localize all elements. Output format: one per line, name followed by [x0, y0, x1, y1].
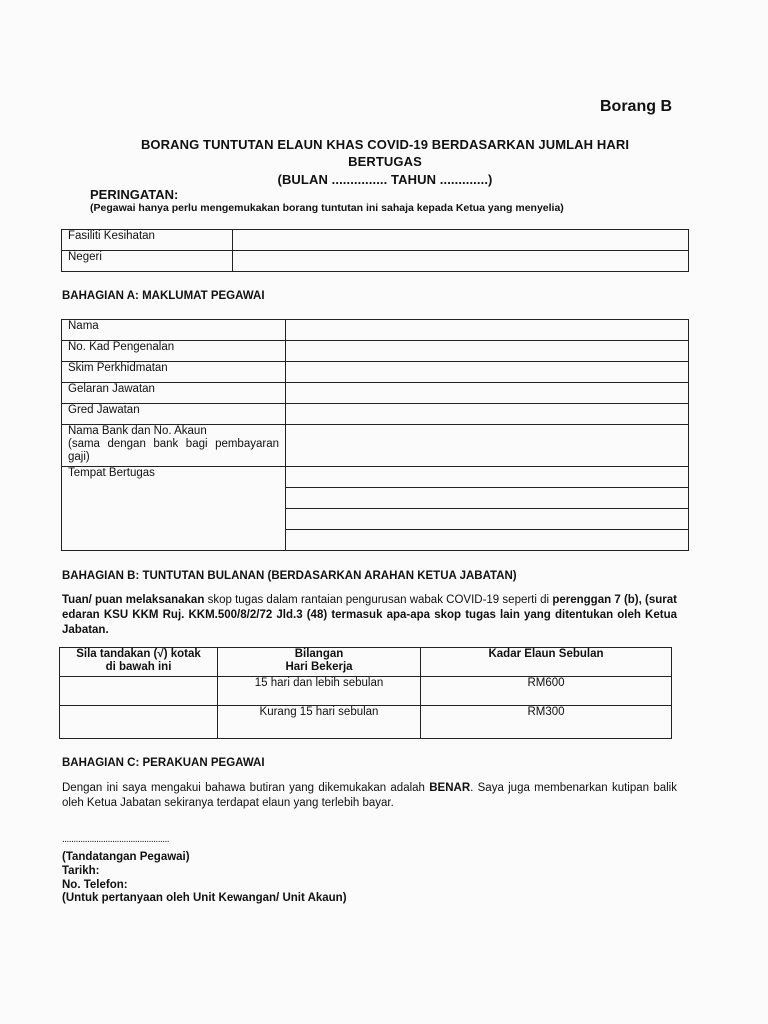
section-a-heading: BAHAGIAN A: MAKLUMAT PEGAWAI	[62, 290, 265, 302]
claim-rate-2: RM300	[421, 706, 672, 739]
section-c-para-part3: . Saya juga membenarkan kutipan balik oleh Ketua Jabatan sekiranya terdapat elaun yang terlebih bayar.	[62, 782, 677, 809]
form-title-line2: BERTUGAS	[348, 154, 422, 169]
section-b-para-part2: melaksanakan	[125, 594, 205, 606]
grade-label: Gred Jawatan	[62, 404, 286, 425]
section-c-para-part1: Dengan ini saya mengakui bahawa butiran yang dikemukakan adalah	[62, 782, 430, 794]
claim-checkbox-2[interactable]	[60, 706, 218, 739]
section-b-para-part3: skop tugas dalam rantaian pengurusan wabak COVID-19 seperti di	[204, 594, 553, 606]
warning-heading: PERINGATAN:	[90, 187, 179, 202]
warning-text: (Pegawai hanya perlu mengemukakan borang tuntutan ini sahaja kepada Ketua yang menyelia)	[90, 202, 564, 214]
inquiry-note: (Untuk pertanyaan oleh Unit Kewangan/ Unit Akaun)	[62, 892, 347, 904]
service-scheme-label: Skim Perkhidmatan	[62, 362, 286, 383]
form-code: Borang B	[600, 98, 672, 115]
bank-account-label	[62, 425, 286, 467]
name-label: Nama	[62, 320, 286, 341]
section-c-paragraph	[62, 781, 677, 811]
bank-label-line2: (sama dengan bank bagi pembayaran gaji)	[68, 438, 279, 463]
claim-table	[59, 647, 672, 739]
claim-col-days-header	[218, 648, 421, 677]
claim-col-rate-header: Kadar Elaun Sebulan	[421, 648, 672, 677]
days-header-line2: Hari Bekerja	[285, 661, 353, 673]
name-field[interactable]	[286, 320, 689, 341]
section-b-para-part1: Tuan/ puan	[62, 594, 126, 606]
claim-col-checkbox-header	[60, 648, 218, 677]
claim-days-1: 15 hari dan lebih sebulan	[218, 677, 421, 706]
ic-number-label: No. Kad Pengenalan	[62, 341, 286, 362]
workplace-field-3[interactable]	[286, 509, 689, 530]
state-label: Negeri	[62, 251, 233, 272]
workplace-label: Tempat Bertugas	[62, 467, 286, 551]
claim-rate-1: RM600	[421, 677, 672, 706]
section-b-paragraph	[62, 593, 677, 638]
checkbox-header-line1: Sila tandakan (√) kotak	[76, 648, 201, 660]
section-b-para-part4: perenggan 7 (b), (surat edaran KSU KKM Ruj. KKM.500/8/2/72 Jld.3 (48) termasuk apa-apa skop tugas lain yang ditentukan oleh Ketua Jabatan.	[62, 594, 677, 636]
days-header-line1: Bilangan	[294, 648, 344, 660]
service-scheme-field[interactable]	[286, 362, 689, 383]
section-c-para-part2: BENAR	[429, 782, 471, 794]
officer-info-table	[61, 319, 689, 551]
facility-field[interactable]	[233, 230, 689, 251]
workplace-field-2[interactable]	[286, 488, 689, 509]
position-title-field[interactable]	[286, 383, 689, 404]
section-c-heading: BAHAGIAN C: PERAKUAN PEGAWAI	[62, 757, 265, 769]
form-title-line1: BORANG TUNTUTAN ELAUN KHAS COVID-19 BERDASARKAN JUMLAH HARI	[140, 137, 630, 152]
state-field[interactable]	[233, 251, 689, 272]
phone-label: No. Telefon:	[62, 879, 128, 891]
position-title-label: Gelaran Jawatan	[62, 383, 286, 404]
checkbox-header-line2: di bawah ini	[105, 661, 172, 673]
bank-account-field[interactable]	[286, 425, 689, 467]
ic-number-field[interactable]	[286, 341, 689, 362]
claim-days-2: Kurang 15 hari sebulan	[218, 706, 421, 739]
claim-checkbox-1[interactable]	[60, 677, 218, 706]
grade-field[interactable]	[286, 404, 689, 425]
bank-label-line1: Nama Bank dan No. Akaun	[68, 425, 207, 437]
facility-label: Fasiliti Kesihatan	[62, 230, 233, 251]
section-b-heading: BAHAGIAN B: TUNTUTAN BULANAN (BERDASARKAN ARAHAN KETUA JABATAN)	[62, 570, 517, 582]
workplace-field-1[interactable]	[286, 467, 689, 488]
facility-table	[61, 229, 689, 272]
form-title-line3: (BULAN ............... TAHUN .............)	[277, 172, 493, 187]
signature-label: (Tandatangan Pegawai)	[62, 851, 190, 863]
signature-line[interactable]: ...............................................	[62, 834, 170, 845]
workplace-field-4[interactable]	[286, 530, 689, 551]
date-label: Tarikh:	[62, 865, 100, 877]
